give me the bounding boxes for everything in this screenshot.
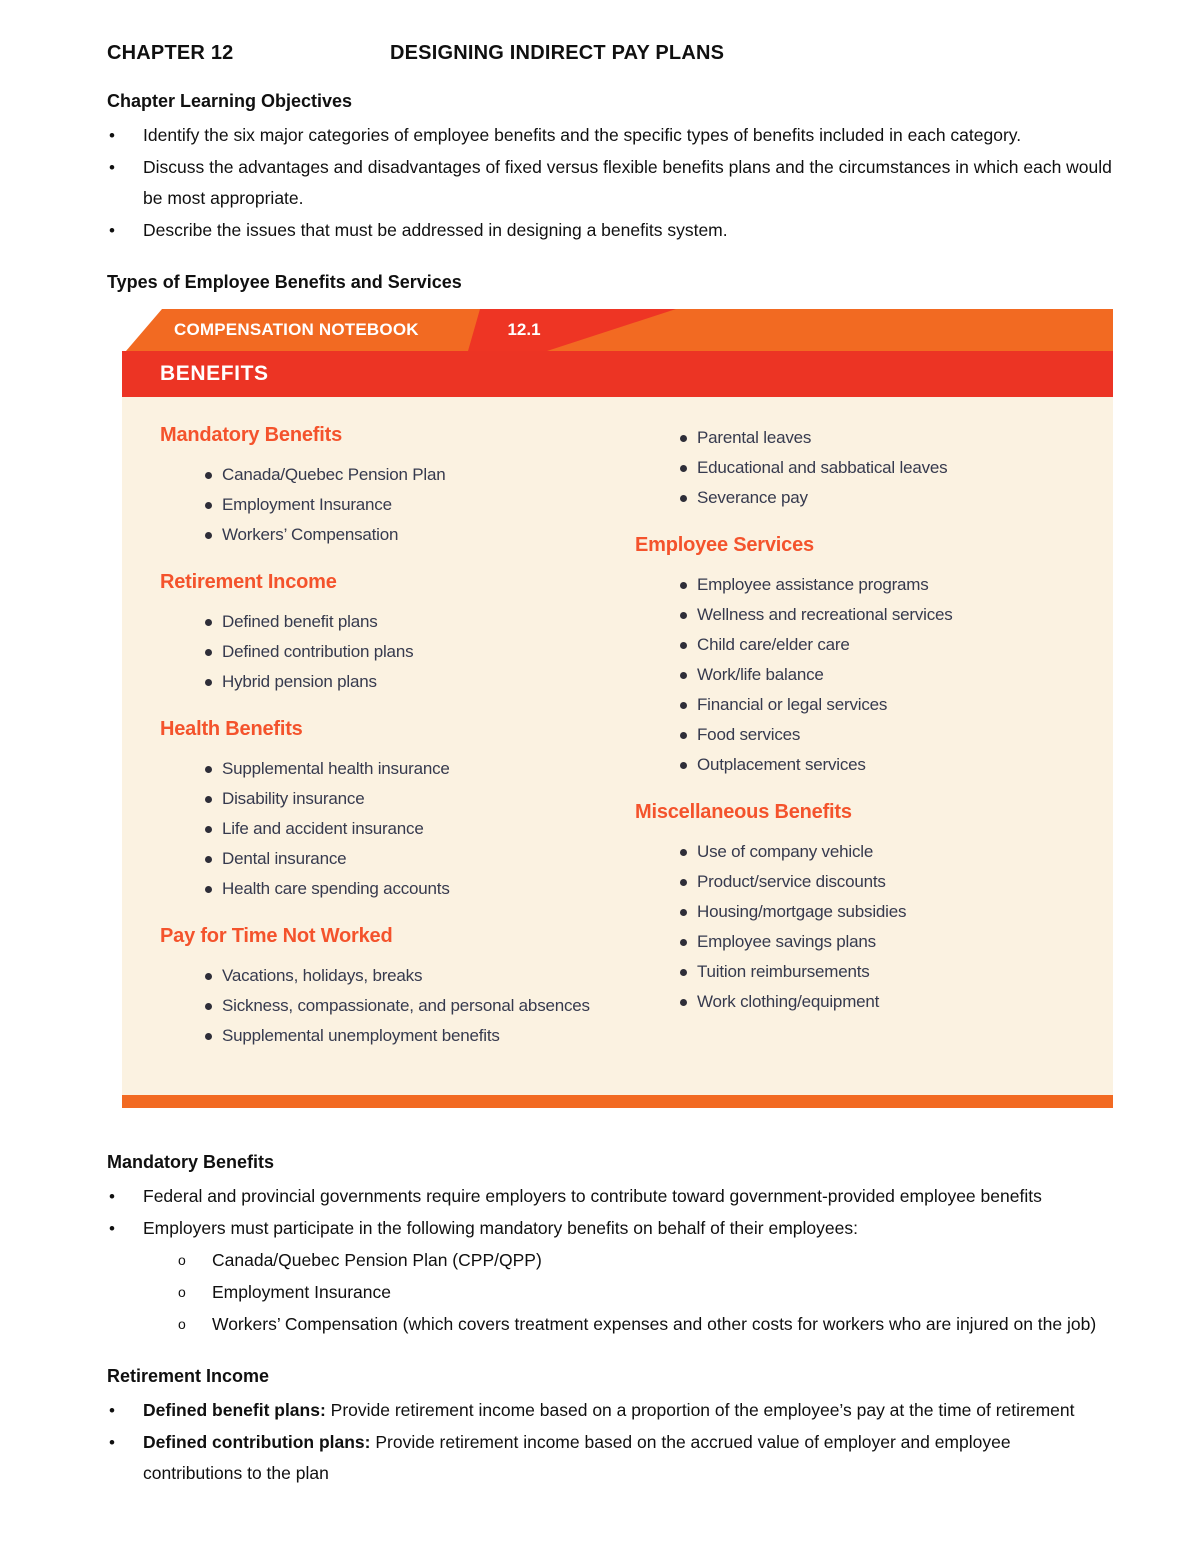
benefit-list	[635, 837, 1095, 1017]
benefit-item: Outplacement services	[635, 750, 1095, 780]
objectives-heading: Chapter Learning Objectives	[107, 91, 353, 111]
objective-item: • Discuss the advantages and disadvantages of fixed versus flexible benefits plans and the circumstances in which each would be most appropriate.	[107, 152, 1112, 214]
notebook-number: 12.1	[507, 320, 541, 339]
benefit-item: Housing/mortgage subsidies	[635, 897, 1095, 927]
benefit-item: Financial or legal services	[635, 690, 1095, 720]
benefit-item: Sickness, compassionate, and personal absences	[160, 991, 635, 1021]
retirement-section-list	[107, 1395, 1112, 1489]
benefit-item: Wellness and recreational services	[635, 600, 1095, 630]
mandatory-section-list	[107, 1181, 1112, 1244]
benefit-item: Employee savings plans	[635, 927, 1095, 957]
mandatory-bullet: • Federal and provincial governments require employers to contribute toward government-provided employee benefits	[107, 1181, 1112, 1212]
benefit-group-retirement	[160, 570, 635, 697]
benefit-item: Product/service discounts	[635, 867, 1095, 897]
chapter-title: DESIGNING INDIRECT PAY PLANS	[390, 42, 725, 64]
objective-item: • Identify the six major categories of employee benefits and the specific types of benefits included in each category.	[107, 120, 1112, 151]
benefit-list	[160, 754, 635, 904]
notebook-left-column	[160, 423, 635, 1071]
benefit-item: Defined contribution plans	[160, 637, 635, 667]
benefit-group-employee-services	[635, 533, 1095, 780]
benefit-list	[635, 570, 1095, 780]
notebook-kicker: COMPENSATION NOTEBOOK	[174, 320, 419, 339]
benefit-item: Parental leaves	[635, 423, 1095, 453]
benefit-list	[160, 607, 635, 697]
retirement-bullet-text: Provide retirement income based on a proportion of the employee’s pay at the time of retirement	[325, 1400, 1075, 1420]
benefit-item: Health care spending accounts	[160, 874, 635, 904]
benefit-item: Dental insurance	[160, 844, 635, 874]
benefit-group-heading: Retirement Income	[160, 571, 337, 593]
mandatory-sub-item: o Canada/Quebec Pension Plan (CPP/QPP)	[178, 1245, 1112, 1276]
chapter-label: CHAPTER 12	[107, 42, 234, 64]
benefit-group-time-not-worked	[160, 924, 635, 1051]
mandatory-sub-item: o Employment Insurance	[178, 1277, 1112, 1308]
benefit-item: Canada/Quebec Pension Plan	[160, 460, 635, 490]
benefit-item: Life and accident insurance	[160, 814, 635, 844]
benefit-item: Food services	[635, 720, 1095, 750]
notebook-right-column	[635, 423, 1095, 1071]
objectives-list	[107, 120, 1112, 246]
retirement-section-heading: Retirement Income	[107, 1366, 270, 1386]
benefit-item: Disability insurance	[160, 784, 635, 814]
retirement-bullet	[107, 1395, 1112, 1426]
doc-header	[107, 42, 1112, 65]
mandatory-section-heading: Mandatory Benefits	[107, 1152, 275, 1172]
benefit-group-health	[160, 717, 635, 904]
retirement-bullet	[107, 1427, 1112, 1489]
mandatory-sub-list	[178, 1245, 1112, 1340]
benefit-item: Workers’ Compensation	[160, 520, 635, 550]
compensation-notebook-box	[122, 309, 1113, 1108]
benefit-item: Work/life balance	[635, 660, 1095, 690]
benefit-group-miscellaneous	[635, 800, 1095, 1017]
benefit-group-heading: Employee Services	[635, 534, 814, 556]
benefit-group-mandatory	[160, 423, 635, 550]
benefit-item: Use of company vehicle	[635, 837, 1095, 867]
benefit-item: Child care/elder care	[635, 630, 1095, 660]
objective-item: • Describe the issues that must be addressed in designing a benefits system.	[107, 215, 1112, 246]
benefit-item: Employee assistance programs	[635, 570, 1095, 600]
benefit-group-heading: Health Benefits	[160, 718, 303, 740]
benefit-item: Tuition reimbursements	[635, 957, 1095, 987]
notebook-bottom-strip	[122, 1095, 1113, 1108]
benefit-group-heading: Pay for Time Not Worked	[160, 925, 393, 947]
notebook-title-band: BENEFITS	[122, 351, 1113, 397]
benefit-item: Supplemental unemployment benefits	[160, 1021, 635, 1051]
benefit-group-continued	[635, 423, 1095, 513]
benefit-item: Supplemental health insurance	[160, 754, 635, 784]
benefit-item: Severance pay	[635, 483, 1095, 513]
retirement-bullet-lead: Defined benefit plans:	[143, 1400, 326, 1420]
benefit-group-heading: Miscellaneous Benefits	[635, 801, 852, 823]
benefit-item: Employment Insurance	[160, 490, 635, 520]
benefit-item: Hybrid pension plans	[160, 667, 635, 697]
benefit-item: Work clothing/equipment	[635, 987, 1095, 1017]
benefit-group-heading: Mandatory Benefits	[160, 424, 342, 446]
notebook-body	[122, 397, 1113, 1095]
benefit-list	[160, 460, 635, 550]
mandatory-sub-item: o Workers’ Compensation (which covers treatment expenses and other costs for workers who are injured on the job)	[178, 1309, 1112, 1340]
retirement-bullet-text: Provide retirement income based on the accrued value of employer and employee contributions to the plan	[143, 1432, 1011, 1483]
mandatory-bullet: • Employers must participate in the following mandatory benefits on behalf of their employees:	[107, 1213, 1112, 1244]
types-heading: Types of Employee Benefits and Services	[107, 272, 462, 292]
notebook-top-band	[122, 309, 1113, 351]
benefit-item: Educational and sabbatical leaves	[635, 453, 1095, 483]
benefit-item: Defined benefit plans	[160, 607, 635, 637]
benefit-list	[160, 961, 635, 1051]
benefit-list	[635, 423, 1095, 513]
benefit-item: Vacations, holidays, breaks	[160, 961, 635, 991]
retirement-bullet-lead: Defined contribution plans:	[143, 1432, 371, 1452]
